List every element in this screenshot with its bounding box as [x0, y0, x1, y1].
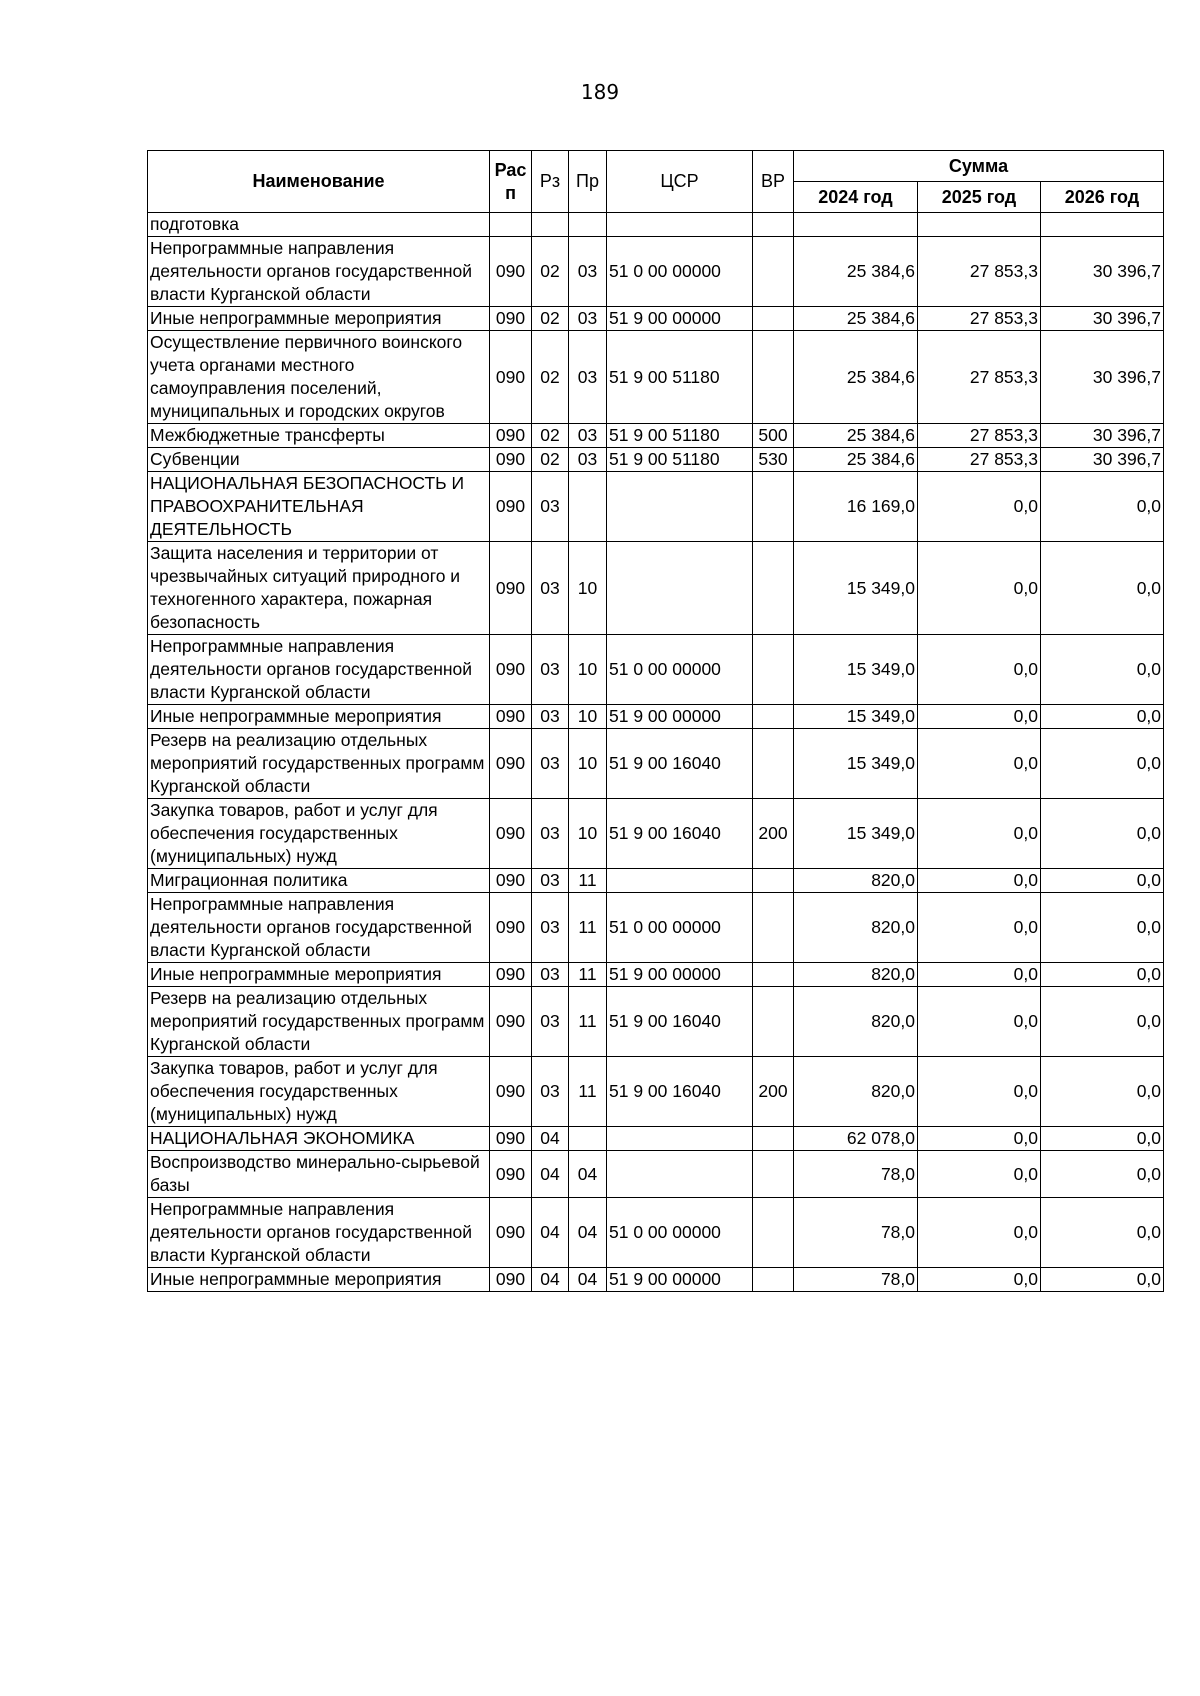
cell-sum-2024: 15 349,0 [794, 799, 918, 869]
cell-pr: 11 [569, 963, 607, 987]
cell-sum-2025: 0,0 [918, 705, 1041, 729]
cell-rasp: 090 [490, 635, 532, 705]
cell-vr [753, 331, 794, 424]
cell-sum-2025: 27 853,3 [918, 424, 1041, 448]
cell-pr: 04 [569, 1268, 607, 1292]
cell-sum-2025: 0,0 [918, 542, 1041, 635]
cell-vr: 200 [753, 1057, 794, 1127]
cell-rz: 02 [532, 307, 569, 331]
cell-rz: 03 [532, 799, 569, 869]
table-row [148, 424, 1164, 448]
cell-vr [753, 729, 794, 799]
cell-pr: 11 [569, 869, 607, 893]
cell-name: Непрограммные направления деятельности органов государственной власти Курганской области [148, 893, 490, 963]
table-row [148, 542, 1164, 635]
table-row [148, 237, 1164, 307]
cell-sum-2024: 15 349,0 [794, 705, 918, 729]
cell-csr [607, 1127, 753, 1151]
cell-vr: 200 [753, 799, 794, 869]
cell-sum-2026: 0,0 [1041, 1127, 1164, 1151]
cell-sum-2025: 27 853,3 [918, 237, 1041, 307]
cell-rasp: 090 [490, 237, 532, 307]
table-row [148, 893, 1164, 963]
cell-rz: 03 [532, 729, 569, 799]
cell-rz: 03 [532, 705, 569, 729]
cell-pr: 04 [569, 1151, 607, 1198]
header-rz: Рз [532, 151, 569, 213]
cell-pr: 10 [569, 705, 607, 729]
cell-sum-2026: 0,0 [1041, 1151, 1164, 1198]
cell-sum-2026: 0,0 [1041, 987, 1164, 1057]
cell-rasp: 090 [490, 1151, 532, 1198]
cell-sum-2025: 27 853,3 [918, 448, 1041, 472]
cell-rasp: 090 [490, 987, 532, 1057]
cell-name: Иные непрограммные мероприятия [148, 705, 490, 729]
cell-name: Непрограммные направления деятельности органов государственной власти Курганской области [148, 237, 490, 307]
cell-csr: 51 0 00 00000 [607, 635, 753, 705]
table-row [148, 472, 1164, 542]
cell-sum-2026: 0,0 [1041, 542, 1164, 635]
table-row [148, 1151, 1164, 1198]
cell-sum-2025: 0,0 [918, 729, 1041, 799]
cell-sum-2024: 78,0 [794, 1268, 918, 1292]
cell-csr: 51 9 00 00000 [607, 705, 753, 729]
cell-rz [532, 213, 569, 237]
cell-rz: 04 [532, 1198, 569, 1268]
table-row [148, 963, 1164, 987]
table-body [148, 213, 1164, 1292]
table-row [148, 1057, 1164, 1127]
cell-rasp: 090 [490, 869, 532, 893]
cell-pr: 10 [569, 635, 607, 705]
cell-rz: 02 [532, 448, 569, 472]
cell-sum-2026: 0,0 [1041, 635, 1164, 705]
cell-pr: 10 [569, 542, 607, 635]
cell-sum-2025: 0,0 [918, 1198, 1041, 1268]
cell-rz: 04 [532, 1268, 569, 1292]
cell-sum-2025: 27 853,3 [918, 331, 1041, 424]
cell-pr: 10 [569, 799, 607, 869]
cell-name: Межбюджетные трансферты [148, 424, 490, 448]
cell-sum-2024: 820,0 [794, 963, 918, 987]
cell-rasp: 090 [490, 331, 532, 424]
cell-vr: 500 [753, 424, 794, 448]
table-row [148, 1198, 1164, 1268]
cell-csr: 51 9 00 16040 [607, 799, 753, 869]
cell-sum-2024: 820,0 [794, 869, 918, 893]
cell-sum-2026 [1041, 213, 1164, 237]
cell-name: Осуществление первичного воинского учета органами местного самоуправления поселений, муниципальных и городских округов [148, 331, 490, 424]
cell-vr [753, 542, 794, 635]
cell-sum-2026: 0,0 [1041, 1268, 1164, 1292]
cell-rz: 02 [532, 424, 569, 448]
cell-rasp: 090 [490, 799, 532, 869]
cell-sum-2026: 0,0 [1041, 729, 1164, 799]
cell-name: Непрограммные направления деятельности органов государственной власти Курганской области [148, 635, 490, 705]
header-year-2026: 2026 год [1041, 182, 1164, 213]
page-number: 189 [580, 80, 620, 104]
cell-sum-2026: 30 396,7 [1041, 307, 1164, 331]
cell-pr: 03 [569, 237, 607, 307]
cell-name: НАЦИОНАЛЬНАЯ ЭКОНОМИКА [148, 1127, 490, 1151]
cell-vr [753, 1198, 794, 1268]
cell-sum-2024: 25 384,6 [794, 424, 918, 448]
cell-pr [569, 472, 607, 542]
cell-sum-2025: 27 853,3 [918, 307, 1041, 331]
cell-rz: 03 [532, 472, 569, 542]
cell-name: Иные непрограммные мероприятия [148, 1268, 490, 1292]
cell-name: Воспроизводство минерально-сырьевой базы [148, 1151, 490, 1198]
cell-rasp: 090 [490, 705, 532, 729]
cell-csr: 51 9 00 51180 [607, 331, 753, 424]
cell-pr: 11 [569, 893, 607, 963]
table-row [148, 705, 1164, 729]
cell-sum-2026: 0,0 [1041, 1198, 1164, 1268]
cell-csr [607, 869, 753, 893]
cell-rz: 02 [532, 237, 569, 307]
cell-rasp: 090 [490, 472, 532, 542]
cell-rasp: 090 [490, 1057, 532, 1127]
cell-rz: 04 [532, 1151, 569, 1198]
cell-csr [607, 213, 753, 237]
cell-pr: 11 [569, 1057, 607, 1127]
cell-sum-2024: 16 169,0 [794, 472, 918, 542]
cell-pr [569, 213, 607, 237]
cell-name: Закупка товаров, работ и услуг для обеспечения государственных (муниципальных) нужд [148, 1057, 490, 1127]
cell-rasp: 090 [490, 307, 532, 331]
cell-sum-2026: 0,0 [1041, 472, 1164, 542]
header-csr: ЦСР [607, 151, 753, 213]
cell-csr [607, 472, 753, 542]
header-year-2025: 2025 год [918, 182, 1041, 213]
cell-rz: 03 [532, 1057, 569, 1127]
cell-rz: 03 [532, 963, 569, 987]
cell-rasp: 090 [490, 1268, 532, 1292]
cell-vr [753, 472, 794, 542]
cell-rz: 03 [532, 893, 569, 963]
cell-sum-2026: 0,0 [1041, 869, 1164, 893]
table-row [148, 1127, 1164, 1151]
cell-vr [753, 237, 794, 307]
header-rasp: Рас п [490, 151, 532, 213]
cell-pr [569, 1127, 607, 1151]
cell-sum-2026: 30 396,7 [1041, 237, 1164, 307]
cell-rasp: 090 [490, 448, 532, 472]
cell-sum-2025: 0,0 [918, 1127, 1041, 1151]
cell-name: Закупка товаров, работ и услуг для обеспечения государственных (муниципальных) нужд [148, 799, 490, 869]
cell-sum-2026: 30 396,7 [1041, 424, 1164, 448]
cell-pr: 11 [569, 987, 607, 1057]
cell-sum-2024 [794, 213, 918, 237]
cell-vr [753, 893, 794, 963]
cell-name: Защита населения и территории от чрезвычайных ситуаций природного и техногенного характера, пожарная безопасность [148, 542, 490, 635]
cell-csr: 51 9 00 16040 [607, 1057, 753, 1127]
cell-sum-2025: 0,0 [918, 1151, 1041, 1198]
cell-rasp: 090 [490, 542, 532, 635]
cell-vr [753, 213, 794, 237]
cell-sum-2025: 0,0 [918, 869, 1041, 893]
cell-rz: 02 [532, 331, 569, 424]
budget-table [147, 150, 1164, 1292]
cell-name: Непрограммные направления деятельности органов государственной власти Курганской области [148, 1198, 490, 1268]
cell-rasp: 090 [490, 729, 532, 799]
cell-csr [607, 542, 753, 635]
cell-csr: 51 0 00 00000 [607, 1198, 753, 1268]
cell-csr: 51 9 00 16040 [607, 729, 753, 799]
cell-sum-2026: 0,0 [1041, 705, 1164, 729]
cell-csr: 51 9 00 16040 [607, 987, 753, 1057]
header-year-2024: 2024 год [794, 182, 918, 213]
header-pr: Пр [569, 151, 607, 213]
cell-csr: 51 9 00 00000 [607, 1268, 753, 1292]
cell-vr: 530 [753, 448, 794, 472]
cell-sum-2024: 820,0 [794, 987, 918, 1057]
cell-rz: 04 [532, 1127, 569, 1151]
cell-sum-2025 [918, 213, 1041, 237]
table-row [148, 307, 1164, 331]
cell-rasp: 090 [490, 1198, 532, 1268]
cell-rasp: 090 [490, 963, 532, 987]
cell-vr [753, 307, 794, 331]
cell-sum-2024: 820,0 [794, 893, 918, 963]
cell-rz: 03 [532, 542, 569, 635]
cell-csr: 51 9 00 00000 [607, 963, 753, 987]
cell-vr [753, 1127, 794, 1151]
table-row [148, 799, 1164, 869]
cell-pr: 04 [569, 1198, 607, 1268]
cell-sum-2024: 25 384,6 [794, 237, 918, 307]
cell-sum-2024: 25 384,6 [794, 448, 918, 472]
cell-sum-2024: 820,0 [794, 1057, 918, 1127]
table-row [148, 213, 1164, 237]
cell-csr: 51 9 00 51180 [607, 424, 753, 448]
table-row [148, 635, 1164, 705]
cell-sum-2024: 62 078,0 [794, 1127, 918, 1151]
cell-sum-2025: 0,0 [918, 472, 1041, 542]
cell-sum-2024: 15 349,0 [794, 542, 918, 635]
cell-name: Резерв на реализацию отдельных мероприятий государственных программ Курганской области [148, 729, 490, 799]
cell-rasp: 090 [490, 1127, 532, 1151]
cell-sum-2026: 0,0 [1041, 963, 1164, 987]
cell-sum-2025: 0,0 [918, 963, 1041, 987]
cell-name: НАЦИОНАЛЬНАЯ БЕЗОПАСНОСТЬ И ПРАВООХРАНИТЕЛЬНАЯ ДЕЯТЕЛЬНОСТЬ [148, 472, 490, 542]
table-row [148, 729, 1164, 799]
cell-name: Иные непрограммные мероприятия [148, 307, 490, 331]
cell-vr [753, 869, 794, 893]
header-row [148, 151, 1164, 182]
cell-sum-2025: 0,0 [918, 893, 1041, 963]
cell-sum-2024: 15 349,0 [794, 635, 918, 705]
header-sum: Сумма [794, 151, 1164, 182]
cell-pr: 03 [569, 424, 607, 448]
cell-rasp: 090 [490, 893, 532, 963]
table-row [148, 987, 1164, 1057]
cell-pr: 03 [569, 307, 607, 331]
cell-sum-2025: 0,0 [918, 1268, 1041, 1292]
table-row [148, 1268, 1164, 1292]
cell-csr: 51 9 00 00000 [607, 307, 753, 331]
cell-sum-2025: 0,0 [918, 799, 1041, 869]
cell-csr: 51 0 00 00000 [607, 893, 753, 963]
cell-name: Резерв на реализацию отдельных мероприятий государственных программ Курганской области [148, 987, 490, 1057]
table-row [148, 331, 1164, 424]
cell-sum-2026: 0,0 [1041, 799, 1164, 869]
cell-name: Субвенции [148, 448, 490, 472]
cell-rz: 03 [532, 987, 569, 1057]
cell-sum-2024: 25 384,6 [794, 307, 918, 331]
cell-sum-2024: 15 349,0 [794, 729, 918, 799]
cell-name: подготовка [148, 213, 490, 237]
table-row [148, 448, 1164, 472]
cell-pr: 03 [569, 331, 607, 424]
header-vr: ВР [753, 151, 794, 213]
cell-csr: 51 9 00 51180 [607, 448, 753, 472]
cell-csr [607, 1151, 753, 1198]
cell-sum-2026: 0,0 [1041, 893, 1164, 963]
cell-vr [753, 635, 794, 705]
cell-sum-2024: 78,0 [794, 1198, 918, 1268]
cell-name: Миграционная политика [148, 869, 490, 893]
cell-vr [753, 1151, 794, 1198]
cell-rasp [490, 213, 532, 237]
cell-vr [753, 987, 794, 1057]
cell-rz: 03 [532, 635, 569, 705]
cell-sum-2025: 0,0 [918, 987, 1041, 1057]
cell-rz: 03 [532, 869, 569, 893]
table-row [148, 869, 1164, 893]
cell-sum-2026: 30 396,7 [1041, 331, 1164, 424]
cell-sum-2024: 78,0 [794, 1151, 918, 1198]
cell-vr [753, 1268, 794, 1292]
cell-pr: 03 [569, 448, 607, 472]
cell-sum-2026: 0,0 [1041, 1057, 1164, 1127]
cell-csr: 51 0 00 00000 [607, 237, 753, 307]
cell-sum-2026: 30 396,7 [1041, 448, 1164, 472]
cell-sum-2025: 0,0 [918, 1057, 1041, 1127]
cell-vr [753, 963, 794, 987]
cell-name: Иные непрограммные мероприятия [148, 963, 490, 987]
cell-sum-2025: 0,0 [918, 635, 1041, 705]
cell-sum-2024: 25 384,6 [794, 331, 918, 424]
cell-pr: 10 [569, 729, 607, 799]
header-name: Наименование [148, 151, 490, 213]
cell-rasp: 090 [490, 424, 532, 448]
cell-vr [753, 705, 794, 729]
